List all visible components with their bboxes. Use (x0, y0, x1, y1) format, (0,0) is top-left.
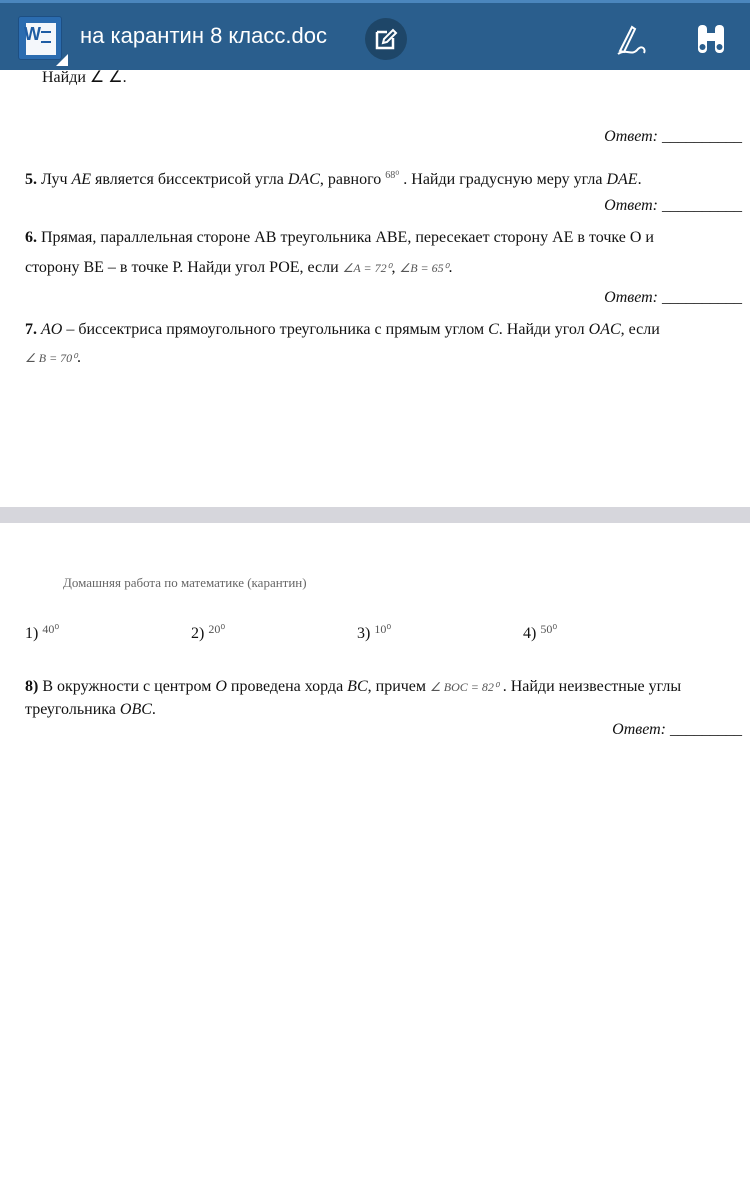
option-3 (357, 622, 391, 643)
pen-icon (612, 21, 650, 57)
q7-text-2: . Найди угол (498, 321, 585, 338)
answer-line-4 (604, 128, 742, 146)
dropdown-corner-icon (56, 54, 68, 66)
edit-icon (373, 26, 399, 52)
question-number: 5. (25, 171, 37, 188)
q7-end: . (77, 349, 81, 366)
q7-var-1: AO (41, 321, 63, 338)
option-value: 10⁰ (374, 622, 392, 636)
q8-text-1: В окружности с центром (42, 678, 212, 695)
q6-end: . (448, 259, 453, 276)
q8-var-3: OBC (119, 701, 152, 718)
answer-label: Ответ: (612, 721, 666, 738)
page-header: Домашняя работа по математике (карантин) (63, 575, 307, 590)
answer-line-8 (612, 721, 742, 739)
page-separator (0, 507, 750, 523)
question-6-line-1 (25, 228, 654, 248)
word-doc-icon[interactable] (18, 16, 62, 60)
question-number: 8) (25, 678, 39, 695)
option-label: 2) (191, 625, 205, 642)
answer-label: Ответ: (604, 197, 658, 214)
cut-off-line: Найди ∠ ∠. (42, 69, 127, 86)
q5-var-1: AE (71, 171, 92, 188)
q8-var-2: BC (347, 678, 368, 695)
app-toolbar (0, 0, 750, 70)
q7-var-3: OAC (588, 321, 621, 338)
answer-line-5 (604, 197, 742, 215)
document-title: на карантин 8 класс.doc (80, 23, 327, 48)
q7-text-3: , если (620, 321, 660, 338)
word-doc-icon-letter: W (24, 24, 41, 44)
answer-blank: __________ (662, 289, 742, 306)
option-label: 3) (357, 625, 371, 642)
q6-math-2: ∠B = 65⁰ (399, 261, 449, 275)
q8-line-2b: . (151, 701, 156, 718)
word-doc-icon-lines (41, 31, 51, 43)
q6-line-1: Прямая, параллельная стороне АВ треугольника АВЕ, пересекает сторону АЕ в точке О и (41, 229, 654, 246)
binoculars-icon (692, 21, 730, 57)
question-number: 6. (25, 229, 37, 246)
option-label: 1) (25, 625, 39, 642)
question-8-line-1 (25, 677, 681, 697)
question-5 (25, 166, 642, 190)
question-6-line-2 (25, 258, 452, 278)
q8-text-4: . Найди неизвестные углы (502, 678, 682, 695)
option-value: 40⁰ (42, 622, 60, 636)
answer-line-6 (604, 289, 742, 307)
q7-math-1: ∠ B = 70⁰ (25, 351, 77, 365)
option-2 (191, 622, 225, 643)
draw-button[interactable] (612, 21, 650, 57)
q6-math-1: ∠A = 72⁰ (342, 261, 392, 275)
answer-blank: _________ (670, 721, 742, 738)
option-label: 4) (523, 625, 537, 642)
q5-degree: 68⁰ (385, 170, 400, 181)
q7-text-1: – биссектриса прямоугольного треугольника с прямым углом (66, 321, 485, 338)
answer-blank: __________ (662, 128, 742, 145)
q8-var-1: O (215, 678, 227, 695)
q5-var-2: DAC (287, 171, 320, 188)
q5-text-2: является биссектрисой угла (95, 171, 284, 188)
q8-text-2: проведена хорда (230, 678, 344, 695)
find-button[interactable] (692, 21, 730, 57)
q8-text-3: , причем (367, 678, 427, 695)
question-7-line-1 (25, 320, 660, 340)
option-value: 20⁰ (208, 622, 226, 636)
option-4 (523, 622, 557, 643)
option-1 (25, 622, 59, 643)
q6-line-2: сторону ВЕ – в точке Р. Найди угол РОЕ, если (25, 259, 339, 276)
answer-label: Ответ: (604, 128, 658, 145)
answer-label: Ответ: (604, 289, 658, 306)
q5-var-3: DAE (606, 171, 638, 188)
question-7-line-2 (25, 348, 81, 368)
question-number: 7. (25, 321, 37, 338)
answer-blank: __________ (662, 197, 742, 214)
q5-text-4: . Найди градусную меру угла (403, 171, 603, 188)
option-value: 50⁰ (540, 622, 558, 636)
q5-text-1: Луч (41, 171, 68, 188)
q8-line-2a: треугольника (25, 701, 116, 718)
question-8-line-2 (25, 700, 156, 720)
edit-button[interactable] (365, 18, 407, 60)
q5-text-5: . (637, 171, 642, 188)
q6-sep: , (391, 259, 396, 276)
q8-math-1: ∠ BOC = 82⁰ (430, 680, 499, 694)
q5-text-3: , равного (319, 171, 382, 188)
q7-var-2: C (488, 321, 499, 338)
